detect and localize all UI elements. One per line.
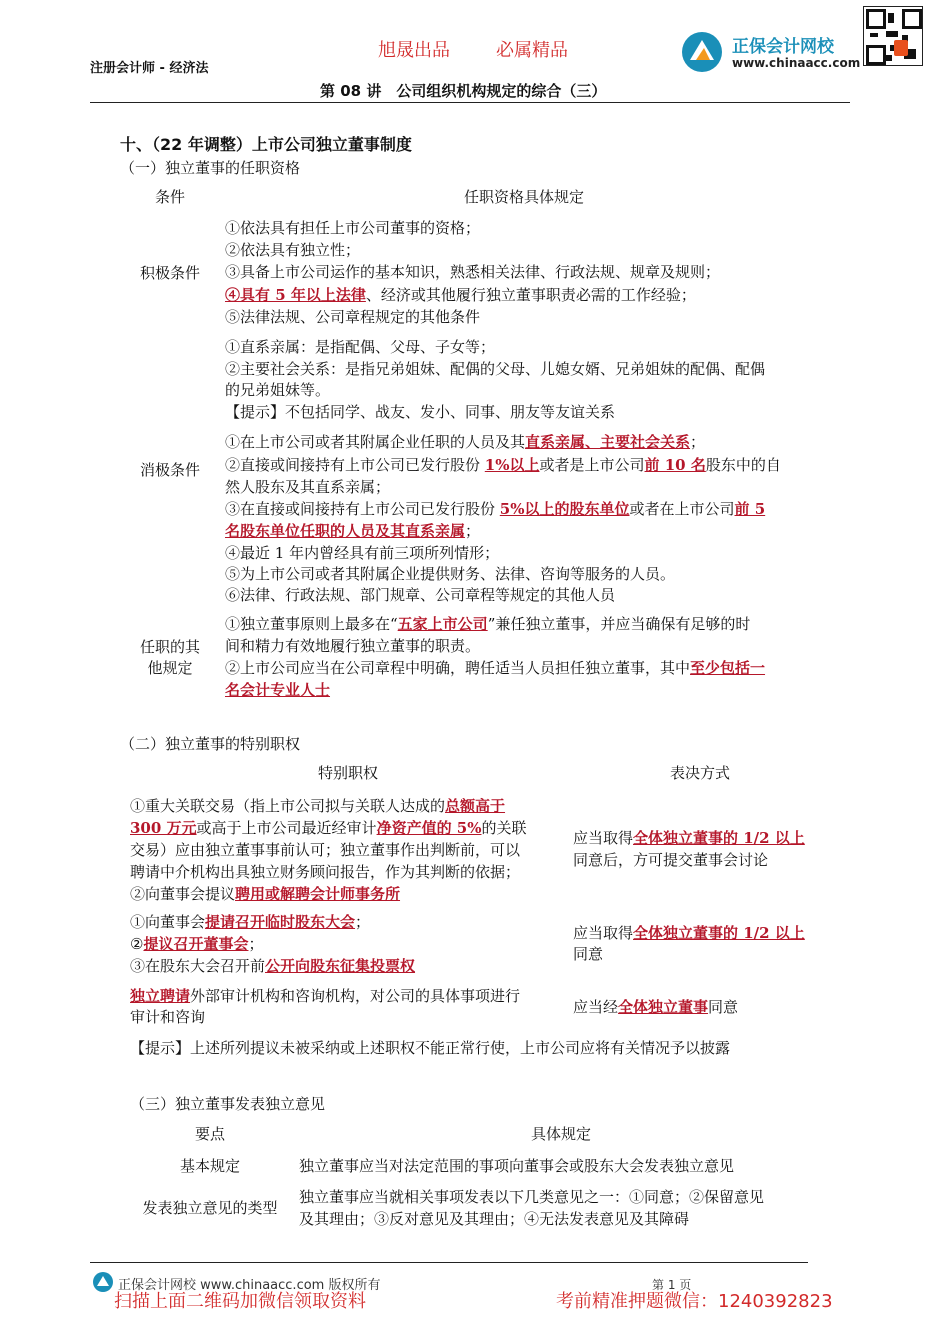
p2-row1-line1 [130, 795, 505, 817]
other-1-text: ①独立董事原则上最多在“ [225, 615, 398, 633]
p2-row1-end: 的关联 [481, 819, 527, 837]
footer-logo-icon [92, 1271, 114, 1293]
negative-2b: 的兄弟姐妹等。 [225, 381, 331, 399]
logo-url: www.chinaacc.com [732, 56, 861, 70]
negative-5a [225, 498, 765, 520]
p2-row2-line1 [130, 911, 370, 933]
other-1b: 间和精力有效地履行独立董事的职责。 [225, 637, 481, 655]
part2-tip: 【提示】上述所列提议未被采纳或上述职权不能正常行使，上市公司应将有关情况予以披露 [130, 1039, 731, 1057]
footer-promo-left: 扫描上面二维码加微信领取资料 [114, 1291, 366, 1312]
course-name: 注册会计师 - 经济法 [90, 61, 209, 76]
p2-row2-vote-emphasis: 全体独立董事的 1/2 以上 [633, 924, 805, 942]
p3-row1-text: 独立董事应当对法定范围的事项向董事会或股东大会发表独立意见 [299, 1157, 735, 1175]
negative-4-mid: 或者是上市公司 [539, 456, 645, 474]
logo-name: 正保会计网校 [732, 37, 834, 57]
negative-2a: ②主要社会关系：是指兄弟姐妹、配偶的父母、儿媳女婿、兄弟姐妹的配偶、配偶 [225, 360, 766, 378]
p2-row1-mid: 或高于上市公司最近经审计 [196, 819, 377, 837]
p2-row3-text: 外部审计机构和咨询机构，对公司的具体事项进行 [190, 987, 521, 1005]
p2-row2-text3: ③在股东大会召开前 [130, 957, 266, 975]
p2-row2-emphasis2: 提议召开董事会 [143, 935, 249, 953]
p2-row2-end2: ； [248, 935, 264, 953]
p3-row2-text-a: 独立董事应当就相关事项发表以下几类意见之一：①同意；②保留意见 [299, 1188, 765, 1206]
p3-row2-label: 发表独立意见的类型 [142, 1199, 278, 1217]
p2-row2-text1: ①向董事会 [130, 913, 206, 931]
negative-3-text: ①在上市公司或者其附属企业任职的人员及其 [225, 433, 526, 451]
p2-row1-line4: 聘请中介机构出具独立财务顾问报告，作为其判断的依据； [130, 863, 521, 881]
negative-7: ⑤为上市公司或者其附属企业提供财务、法律、咨询等服务的人员。 [225, 565, 676, 583]
negative-5-emphasis-2: 前 5 [734, 500, 766, 518]
p2-row3-vote-text: 应当经 [573, 998, 619, 1016]
positive-4 [225, 284, 696, 306]
other-label-2: 他规定 [147, 659, 193, 677]
logo-icon [680, 30, 724, 74]
negative-4-text: ②直接或间接持有上市公司已发行股份 [225, 456, 485, 474]
positive-label: 积极条件 [139, 264, 200, 282]
positive-4-rest: 、经济或其他履行独立董事职责必需的工作经验； [365, 286, 696, 304]
qr-code [863, 6, 923, 66]
negative-4a [225, 454, 781, 476]
p2-row1-line5 [130, 883, 400, 905]
p2-row1-item2: ②向董事会提议 [130, 885, 236, 903]
part1-col1: 条件 [154, 188, 185, 206]
p2-row2-emphasis3: 公开向股东征集投票权 [265, 957, 416, 975]
other-2-text: ②上市公司应当在公司章程中明确，聘任适当人员担任独立董事，其中 [225, 659, 691, 677]
negative-5-text: ③在直接或间接持有上市公司已发行股份 [225, 500, 500, 518]
other-label-1: 任职的其 [139, 638, 200, 656]
negative-4b: 然人股东及其直系亲属； [225, 478, 391, 496]
p2-row1-line2 [130, 817, 527, 839]
p2-row2-prefix2: ② [130, 935, 144, 953]
part3-heading: （三）独立董事发表独立意见 [130, 1095, 326, 1113]
positive-3: ③具备上市公司运作的基本知识，熟悉相关法律、行政法规、规章及规则； [225, 263, 721, 281]
header-slogan-right: 必属精品 [496, 40, 568, 61]
part3-col1: 要点 [194, 1125, 225, 1143]
p2-row1-text: ①重大关联交易（指上市公司拟与关联人达成的 [130, 797, 446, 815]
part2-col2: 表决方式 [669, 764, 730, 782]
positive-4-emphasis: ④具有 5 年以上法律 [225, 286, 366, 304]
part1-col2: 任职资格具体规定 [463, 188, 584, 206]
negative-5b-emphasis: 名股东单位任职的人员及其直系亲属 [225, 522, 466, 540]
negative-5b [225, 520, 480, 542]
header-slogan-left: 旭晟出品 [378, 40, 450, 61]
p2-row3-line1 [130, 985, 520, 1007]
p2-row3-vote-emphasis: 全体独立董事 [618, 998, 709, 1016]
p2-row1-amount: 300 万元 [130, 819, 197, 837]
part2-col1: 特别职权 [317, 764, 378, 782]
p2-row2-line2 [130, 933, 263, 955]
negative-3 [225, 431, 705, 453]
p2-row2-line3 [130, 955, 415, 977]
p3-row2-text-b: 及其理由；③反对意见及其理由；④无法发表意见及其障碍 [299, 1210, 690, 1228]
negative-5b-end: ； [465, 522, 481, 540]
header-divider [90, 102, 850, 103]
p2-row1-vote-emphasis: 全体独立董事的 1/2 以上 [633, 829, 805, 847]
negative-8: ⑥法律、行政法规、部门规章、公司章程等规定的其他人员 [225, 586, 616, 604]
p2-row1-vote-a [573, 827, 805, 849]
qr-badge [894, 40, 908, 56]
p2-row2-vote-a [573, 922, 805, 944]
p2-row3-vote-end: 同意 [708, 998, 739, 1016]
part2-heading: （二）独立董事的特别职权 [120, 735, 301, 753]
other-1a [225, 613, 750, 635]
part3-col2: 具体规定 [530, 1125, 591, 1143]
negative-6: ④最近 1 年内曾经具有前三项所列情形； [225, 544, 500, 562]
other-2b [225, 679, 330, 701]
p2-row1-item2-emphasis: 聘用或解聘会计师事务所 [235, 885, 401, 903]
footer-promo-right: 考前精准押题微信：1240392823 [556, 1291, 833, 1312]
p2-row1-emphasis: 总额高于 [445, 797, 506, 815]
negative-4-end: 股东中的自 [705, 456, 781, 474]
positive-5: ⑤法律法规、公司章程规定的其他条件 [225, 308, 481, 326]
footer-divider [90, 1262, 808, 1263]
logo [680, 30, 860, 76]
p2-row2-emphasis1: 提请召开临时股东大会 [205, 913, 356, 931]
lecture-title: 第 08 讲 公司组织机构规定的综合（三） [320, 82, 607, 100]
footer-page: 第 1 页 [652, 1278, 692, 1292]
other-2-emphasis: 至少包括一 [690, 659, 766, 677]
p3-row1-label: 基本规定 [179, 1157, 240, 1175]
negative-3-end: ； [690, 433, 706, 451]
p2-row2-vote-b: 同意 [573, 945, 604, 963]
positive-1: ①依法具有担任上市公司董事的资格； [225, 219, 481, 237]
other-2b-emphasis: 名会计专业人士 [225, 681, 331, 699]
other-2a [225, 657, 765, 679]
negative-3-emphasis: 直系亲属、主要社会关系 [525, 433, 691, 451]
negative-tip: 【提示】不包括同学、战友、发小、同事、朋友等友谊关系 [225, 403, 616, 421]
footer-copyright: 正保会计网校 www.chinaacc.com 版权所有 [118, 1278, 381, 1293]
p2-row3-vote [573, 996, 738, 1018]
other-1-emphasis: 五家上市公司 [397, 615, 488, 633]
part1-heading: （一）独立董事的任职资格 [120, 159, 301, 177]
negative-4-emphasis-1: 1%以上 [484, 456, 540, 474]
negative-5-mid: 或者在上市公司 [629, 500, 735, 518]
p2-row1-vote-text: 应当取得 [573, 829, 634, 847]
other-1-end: ”兼任独立董事，并应当确保有足够的时 [487, 615, 751, 633]
p2-row3-emphasis: 独立聘请 [130, 987, 191, 1005]
p2-row3-line2: 审计和咨询 [130, 1008, 206, 1026]
p2-row1-vote-b: 同意后，方可提交董事会讨论 [573, 851, 769, 869]
p2-row2-vote-text: 应当取得 [573, 924, 634, 942]
negative-1: ①直系亲属：是指配偶、父母、子女等； [225, 338, 496, 356]
p2-row1-netassets: 净资产值的 5% [376, 819, 482, 837]
p2-row1-line3: 交易）应由独立董事事前认可；独立董事作出判断前，可以 [130, 841, 521, 859]
positive-2: ②依法具有独立性； [225, 241, 361, 259]
negative-4-emphasis-2: 前 10 名 [644, 456, 706, 474]
p2-row2-end1: ； [355, 913, 371, 931]
section-title: 十、（22 年调整）上市公司独立董事制度 [120, 135, 412, 154]
negative-5-emphasis-1: 5%以上的股东单位 [499, 500, 630, 518]
negative-label: 消极条件 [139, 461, 200, 479]
